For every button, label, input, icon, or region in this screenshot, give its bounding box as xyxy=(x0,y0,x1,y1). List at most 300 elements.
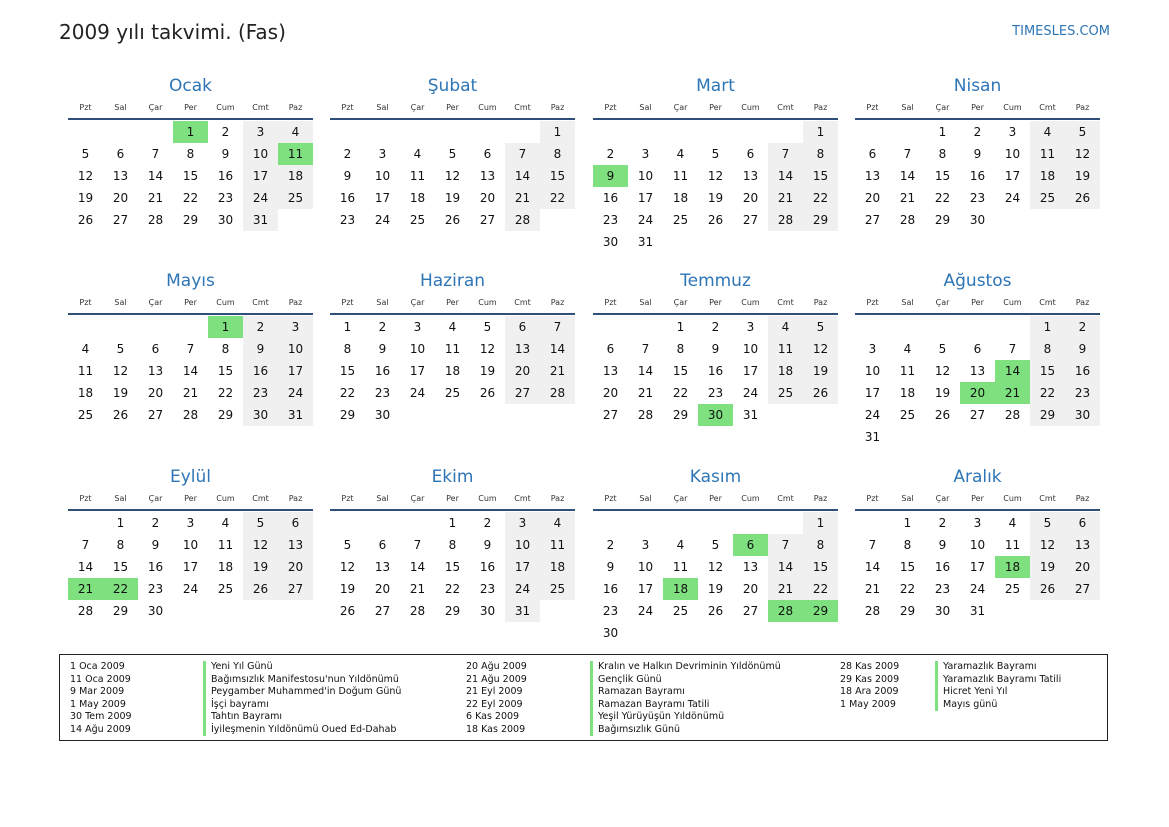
day-cell: 5 xyxy=(711,147,720,161)
legend-date: 21 Eyl 2009 xyxy=(466,686,523,697)
day-cell: 25 xyxy=(278,187,313,209)
day-cell: 30 xyxy=(243,404,278,426)
weekday-label: Cmt xyxy=(1039,298,1056,307)
weekday-label: Sal xyxy=(639,494,652,503)
holiday-day-cell: 6 xyxy=(733,534,768,556)
day-cell: 14 xyxy=(768,165,803,187)
day-cell: 16 xyxy=(934,560,951,574)
day-cell: 5 xyxy=(343,538,352,552)
day-cell: 9 xyxy=(1065,338,1100,360)
month-6 xyxy=(330,270,575,460)
day-cell: 12 xyxy=(707,169,724,183)
day-cell: 19 xyxy=(1065,165,1100,187)
day-cell: 28 xyxy=(637,408,654,422)
legend-date: 1 Oca 2009 xyxy=(70,661,125,672)
day-cell: 17 xyxy=(182,560,199,574)
day-cell: 13 xyxy=(147,364,164,378)
weekday-label: Sal xyxy=(376,494,389,503)
month-name: Ekim xyxy=(431,467,474,487)
day-cell: 20 xyxy=(742,191,759,205)
day-cell: 3 xyxy=(413,320,422,334)
day-cell: 20 xyxy=(1065,556,1100,578)
weekday-label: Paz xyxy=(813,298,828,307)
weekday-label: Pzt xyxy=(79,298,92,307)
day-cell: 6 xyxy=(973,342,982,356)
day-cell: 16 xyxy=(479,560,496,574)
day-cell: 23 xyxy=(479,582,496,596)
day-cell: 2 xyxy=(221,125,230,139)
day-cell: 15 xyxy=(444,560,461,574)
day-cell: 3 xyxy=(746,320,755,334)
day-cell: 14 xyxy=(768,556,803,578)
month-5 xyxy=(68,270,313,460)
day-cell: 21 xyxy=(540,360,575,382)
weekday-label: Pzt xyxy=(79,103,92,112)
day-cell: 28 xyxy=(409,604,426,618)
day-cell: 28 xyxy=(1004,408,1021,422)
day-cell: 4 xyxy=(540,512,575,534)
day-cell: 30 xyxy=(479,604,496,618)
day-cell: 28 xyxy=(899,213,916,227)
day-cell: 18 xyxy=(409,191,426,205)
legend-date: 29 Kas 2009 xyxy=(840,673,900,685)
day-cell: 7 xyxy=(768,143,803,165)
weekday-label: Cum xyxy=(478,494,497,503)
day-cell: 3 xyxy=(973,516,982,530)
month-divider xyxy=(855,509,1100,511)
day-cell: 15 xyxy=(803,556,838,578)
day-cell: 2 xyxy=(343,147,352,161)
day-cell: 22 xyxy=(934,191,951,205)
day-cell: 22 xyxy=(182,191,199,205)
legend-date: 30 Tem 2009 xyxy=(70,711,132,722)
day-cell: 7 xyxy=(903,147,912,161)
day-cell: 9 xyxy=(483,538,492,552)
day-cell: 21 xyxy=(899,191,916,205)
day-cell: 24 xyxy=(969,582,986,596)
weekday-label: Paz xyxy=(288,103,303,112)
day-cell: 24 xyxy=(243,187,278,209)
day-cell: 5 xyxy=(1065,121,1100,143)
legend-date: 20 Ağu 2009 xyxy=(466,661,527,672)
day-cell: 19 xyxy=(243,556,278,578)
day-cell: 2 xyxy=(378,320,387,334)
day-cell: 6 xyxy=(868,147,877,161)
day-cell: 22 xyxy=(540,187,575,209)
month-name: Temmuz xyxy=(680,271,751,291)
day-cell: 16 xyxy=(374,364,391,378)
day-cell: 21 xyxy=(505,187,540,209)
day-cell: 10 xyxy=(409,342,426,356)
weekday-label: Pzt xyxy=(866,298,879,307)
weekday-label: Cum xyxy=(1003,298,1022,307)
day-cell: 25 xyxy=(672,213,689,227)
day-cell: 5 xyxy=(711,538,720,552)
day-cell: 20 xyxy=(602,386,619,400)
day-cell: 16 xyxy=(1065,360,1100,382)
day-cell: 31 xyxy=(243,209,278,231)
day-cell: 14 xyxy=(182,364,199,378)
day-cell: 29 xyxy=(934,213,951,227)
weekday-label: Pzt xyxy=(79,494,92,503)
day-cell: 25 xyxy=(672,604,689,618)
day-cell: 6 xyxy=(1065,512,1100,534)
holiday-day-cell: 14 xyxy=(995,360,1030,382)
legend-holiday-name: Peygamber Muhammed'in Doğum Günü xyxy=(203,686,401,699)
day-cell: 2 xyxy=(1065,316,1100,338)
day-cell: 15 xyxy=(1030,360,1065,382)
day-cell: 19 xyxy=(707,191,724,205)
day-cell: 27 xyxy=(1065,578,1100,600)
day-cell: 16 xyxy=(602,582,619,596)
day-cell: 20 xyxy=(864,191,881,205)
day-cell: 12 xyxy=(934,364,951,378)
day-cell: 15 xyxy=(803,165,838,187)
day-cell: 20 xyxy=(278,556,313,578)
day-cell: 9 xyxy=(151,538,160,552)
month-name: Mart xyxy=(696,76,735,96)
month-divider xyxy=(68,118,313,120)
day-cell: 10 xyxy=(278,338,313,360)
day-cell: 13 xyxy=(864,169,881,183)
weekday-label: Cum xyxy=(478,103,497,112)
month-divider xyxy=(593,509,838,511)
day-cell: 7 xyxy=(151,147,160,161)
day-cell: 25 xyxy=(77,408,94,422)
legend-date: 1 May 2009 xyxy=(70,698,126,710)
day-cell: 2 xyxy=(973,125,982,139)
day-cell: 15 xyxy=(934,169,951,183)
legend-holiday-name: İyileşmenin Yıldönümü Oued Ed-Dahab xyxy=(203,724,396,737)
day-cell: 4 xyxy=(81,342,90,356)
day-cell: 13 xyxy=(374,560,391,574)
legend-date: 9 Mar 2009 xyxy=(70,686,125,697)
day-cell: 29 xyxy=(182,213,199,227)
day-cell: 22 xyxy=(444,582,461,596)
day-cell: 6 xyxy=(483,147,492,161)
day-cell: 12 xyxy=(77,169,94,183)
day-cell: 30 xyxy=(934,604,951,618)
weekday-label: Çar xyxy=(410,103,425,112)
day-cell: 25 xyxy=(1030,187,1065,209)
weekday-label: Cmt xyxy=(252,494,269,503)
weekday-label: Cum xyxy=(1003,103,1022,112)
day-cell: 18 xyxy=(672,191,689,205)
weekday-label: Cmt xyxy=(252,298,269,307)
day-cell: 20 xyxy=(505,360,540,382)
day-cell: 25 xyxy=(768,382,803,404)
weekday-label: Çar xyxy=(148,298,163,307)
weekday-label: Sal xyxy=(901,494,914,503)
weekday-label: Cmt xyxy=(514,298,531,307)
day-cell: 15 xyxy=(339,364,356,378)
day-cell: 29 xyxy=(112,604,129,618)
weekday-label: Cum xyxy=(216,298,235,307)
day-cell: 28 xyxy=(77,604,94,618)
weekday-label: Per xyxy=(971,494,984,503)
day-cell: 5 xyxy=(938,342,947,356)
day-cell: 12 xyxy=(1065,143,1100,165)
day-cell: 26 xyxy=(803,382,838,404)
month-12 xyxy=(855,466,1100,656)
page-title: 2009 yılı takvimi. (Fas) xyxy=(59,20,286,44)
weekday-label: Pzt xyxy=(604,298,617,307)
day-cell: 28 xyxy=(768,209,803,231)
weekday-label: Sal xyxy=(901,103,914,112)
day-cell: 9 xyxy=(606,560,615,574)
day-cell: 21 xyxy=(864,582,881,596)
month-8 xyxy=(855,270,1100,460)
day-cell: 7 xyxy=(768,534,803,556)
day-cell: 25 xyxy=(217,582,234,596)
weekday-label: Cmt xyxy=(514,494,531,503)
weekday-label: Per xyxy=(184,103,197,112)
day-cell: 9 xyxy=(378,342,387,356)
weekday-label: Çar xyxy=(935,494,950,503)
holiday-day-cell: 18 xyxy=(663,578,698,600)
weekday-label: Cmt xyxy=(777,298,794,307)
day-cell: 30 xyxy=(602,626,619,640)
day-cell: 17 xyxy=(374,191,391,205)
weekday-label: Paz xyxy=(813,103,828,112)
day-cell: 24 xyxy=(864,408,881,422)
day-cell: 21 xyxy=(637,386,654,400)
day-cell: 16 xyxy=(217,169,234,183)
day-cell: 26 xyxy=(112,408,129,422)
day-cell: 17 xyxy=(969,560,986,574)
weekday-label: Pzt xyxy=(341,494,354,503)
holiday-day-cell: 9 xyxy=(593,165,628,187)
weekday-label: Pzt xyxy=(604,103,617,112)
holiday-day-cell: 29 xyxy=(803,600,838,622)
day-cell: 17 xyxy=(243,165,278,187)
day-cell: 19 xyxy=(1030,556,1065,578)
day-cell: 2 xyxy=(483,516,492,530)
day-cell: 4 xyxy=(413,147,422,161)
day-cell: 16 xyxy=(147,560,164,574)
legend-date: 18 Kas 2009 xyxy=(466,723,526,735)
day-cell: 17 xyxy=(1004,169,1021,183)
day-cell: 13 xyxy=(742,560,759,574)
legend-holiday-name: Hicret Yeni Yıl xyxy=(935,686,1007,699)
day-cell: 13 xyxy=(602,364,619,378)
weekday-label: Sal xyxy=(114,494,127,503)
day-cell: 8 xyxy=(803,534,838,556)
day-cell: 9 xyxy=(343,169,352,183)
weekday-label: Sal xyxy=(639,103,652,112)
day-cell: 16 xyxy=(707,364,724,378)
holiday-day-cell: 28 xyxy=(768,600,803,622)
day-cell: 4 xyxy=(676,147,685,161)
day-cell: 10 xyxy=(374,169,391,183)
day-cell: 25 xyxy=(409,213,426,227)
day-cell: 8 xyxy=(1030,338,1065,360)
day-cell: 10 xyxy=(243,143,278,165)
day-cell: 13 xyxy=(112,169,129,183)
weekday-label: Cmt xyxy=(777,103,794,112)
day-cell: 17 xyxy=(505,556,540,578)
day-cell: 4 xyxy=(278,121,313,143)
day-cell: 1 xyxy=(540,121,575,143)
day-cell: 14 xyxy=(77,560,94,574)
month-divider xyxy=(855,313,1100,315)
weekday-label: Per xyxy=(971,298,984,307)
day-cell: 26 xyxy=(479,386,496,400)
holiday-day-cell: 20 xyxy=(960,382,995,404)
day-cell: 3 xyxy=(186,516,195,530)
day-cell: 4 xyxy=(676,538,685,552)
day-cell: 11 xyxy=(217,538,234,552)
weekday-label: Cum xyxy=(1003,494,1022,503)
day-cell: 24 xyxy=(374,213,391,227)
day-cell: 14 xyxy=(637,364,654,378)
day-cell: 23 xyxy=(339,213,356,227)
month-divider xyxy=(330,509,575,511)
day-cell: 26 xyxy=(707,604,724,618)
month-2 xyxy=(330,75,575,265)
day-cell: 15 xyxy=(672,364,689,378)
day-cell: 27 xyxy=(742,604,759,618)
month-name: Ocak xyxy=(169,76,212,96)
day-cell: 11 xyxy=(540,534,575,556)
legend-date: 28 Kas 2009 xyxy=(840,661,900,672)
day-cell: 26 xyxy=(243,578,278,600)
weekday-label: Paz xyxy=(813,494,828,503)
site-link[interactable]: TIMESLES.COM xyxy=(1012,24,1110,39)
day-cell: 2 xyxy=(938,516,947,530)
day-cell: 5 xyxy=(448,147,457,161)
day-cell: 1 xyxy=(903,516,912,530)
day-cell: 3 xyxy=(641,147,650,161)
day-cell: 14 xyxy=(540,338,575,360)
day-cell: 19 xyxy=(479,364,496,378)
day-cell: 30 xyxy=(969,213,986,227)
holiday-day-cell: 11 xyxy=(278,143,313,165)
day-cell: 26 xyxy=(1030,578,1065,600)
weekday-label: Sal xyxy=(114,298,127,307)
day-cell: 11 xyxy=(768,338,803,360)
day-cell: 11 xyxy=(409,169,426,183)
day-cell: 17 xyxy=(864,386,881,400)
month-7 xyxy=(593,270,838,460)
month-name: Aralık xyxy=(953,467,1002,487)
weekday-label: Sal xyxy=(901,298,914,307)
day-cell: 30 xyxy=(374,408,391,422)
month-name: Eylül xyxy=(169,467,212,487)
legend-holiday-name: Ramazan Bayramı xyxy=(590,686,685,699)
day-cell: 22 xyxy=(339,386,356,400)
day-cell: 13 xyxy=(505,338,540,360)
weekday-label: Çar xyxy=(410,494,425,503)
day-cell: 25 xyxy=(1004,582,1021,596)
day-cell: 20 xyxy=(112,191,129,205)
day-cell: 23 xyxy=(602,604,619,618)
day-cell: 9 xyxy=(711,342,720,356)
day-cell: 8 xyxy=(676,342,685,356)
day-cell: 24 xyxy=(182,582,199,596)
holiday-day-cell: 21 xyxy=(995,382,1030,404)
weekday-label: Paz xyxy=(550,103,565,112)
day-cell: 7 xyxy=(413,538,422,552)
day-cell: 10 xyxy=(864,364,881,378)
day-cell: 7 xyxy=(641,342,650,356)
holiday-day-cell: 18 xyxy=(995,556,1030,578)
legend-holiday-name: Tahtın Bayramı xyxy=(203,711,282,724)
day-cell: 31 xyxy=(505,600,540,622)
day-cell: 6 xyxy=(378,538,387,552)
day-cell: 1 xyxy=(116,516,125,530)
weekday-label: Paz xyxy=(550,298,565,307)
day-cell: 4 xyxy=(1030,121,1065,143)
day-cell: 11 xyxy=(444,342,461,356)
day-cell: 25 xyxy=(540,578,575,600)
day-cell: 24 xyxy=(742,386,759,400)
weekday-label: Sal xyxy=(114,103,127,112)
legend-holiday-name: Bağımsızlık Günü xyxy=(590,724,680,737)
weekday-label: Paz xyxy=(288,298,303,307)
day-cell: 18 xyxy=(768,360,803,382)
legend-holiday-name: Yeşil Yürüyüşün Yıldönümü xyxy=(590,711,724,724)
weekday-label: Paz xyxy=(550,494,565,503)
weekday-label: Per xyxy=(971,103,984,112)
day-cell: 13 xyxy=(479,169,496,183)
day-cell: 15 xyxy=(540,165,575,187)
day-cell: 11 xyxy=(672,169,689,183)
day-cell: 11 xyxy=(899,364,916,378)
day-cell: 16 xyxy=(969,169,986,183)
holiday-day-cell: 30 xyxy=(698,404,733,426)
weekday-label: Çar xyxy=(148,103,163,112)
day-cell: 26 xyxy=(77,213,94,227)
day-cell: 19 xyxy=(707,582,724,596)
weekday-label: Pzt xyxy=(866,103,879,112)
legend-holiday-name: Yeni Yıl Günü xyxy=(203,661,273,674)
day-cell: 1 xyxy=(803,121,838,143)
day-cell: 26 xyxy=(339,604,356,618)
day-cell: 13 xyxy=(969,364,986,378)
day-cell: 3 xyxy=(243,121,278,143)
weekday-label: Cum xyxy=(216,103,235,112)
day-cell: 27 xyxy=(969,408,986,422)
weekday-label: Çar xyxy=(673,298,688,307)
weekday-label: Cum xyxy=(478,298,497,307)
day-cell: 2 xyxy=(151,516,160,530)
day-cell: 12 xyxy=(479,342,496,356)
day-cell: 7 xyxy=(868,538,877,552)
month-divider xyxy=(68,509,313,511)
day-cell: 21 xyxy=(768,578,803,600)
day-cell: 28 xyxy=(540,382,575,404)
day-cell: 11 xyxy=(672,560,689,574)
day-cell: 29 xyxy=(339,408,356,422)
day-cell: 14 xyxy=(505,165,540,187)
day-cell: 26 xyxy=(1065,187,1100,209)
weekday-label: Cmt xyxy=(252,103,269,112)
day-cell: 22 xyxy=(803,578,838,600)
day-cell: 19 xyxy=(77,191,94,205)
weekday-label: Per xyxy=(446,298,459,307)
month-9 xyxy=(68,466,313,656)
weekday-label: Paz xyxy=(1075,298,1090,307)
weekday-label: Cum xyxy=(741,298,760,307)
day-cell: 16 xyxy=(339,191,356,205)
day-cell: 5 xyxy=(116,342,125,356)
day-cell: 27 xyxy=(742,213,759,227)
day-cell: 10 xyxy=(637,560,654,574)
day-cell: 24 xyxy=(505,578,540,600)
day-cell: 31 xyxy=(637,235,654,249)
day-cell: 29 xyxy=(1030,404,1065,426)
